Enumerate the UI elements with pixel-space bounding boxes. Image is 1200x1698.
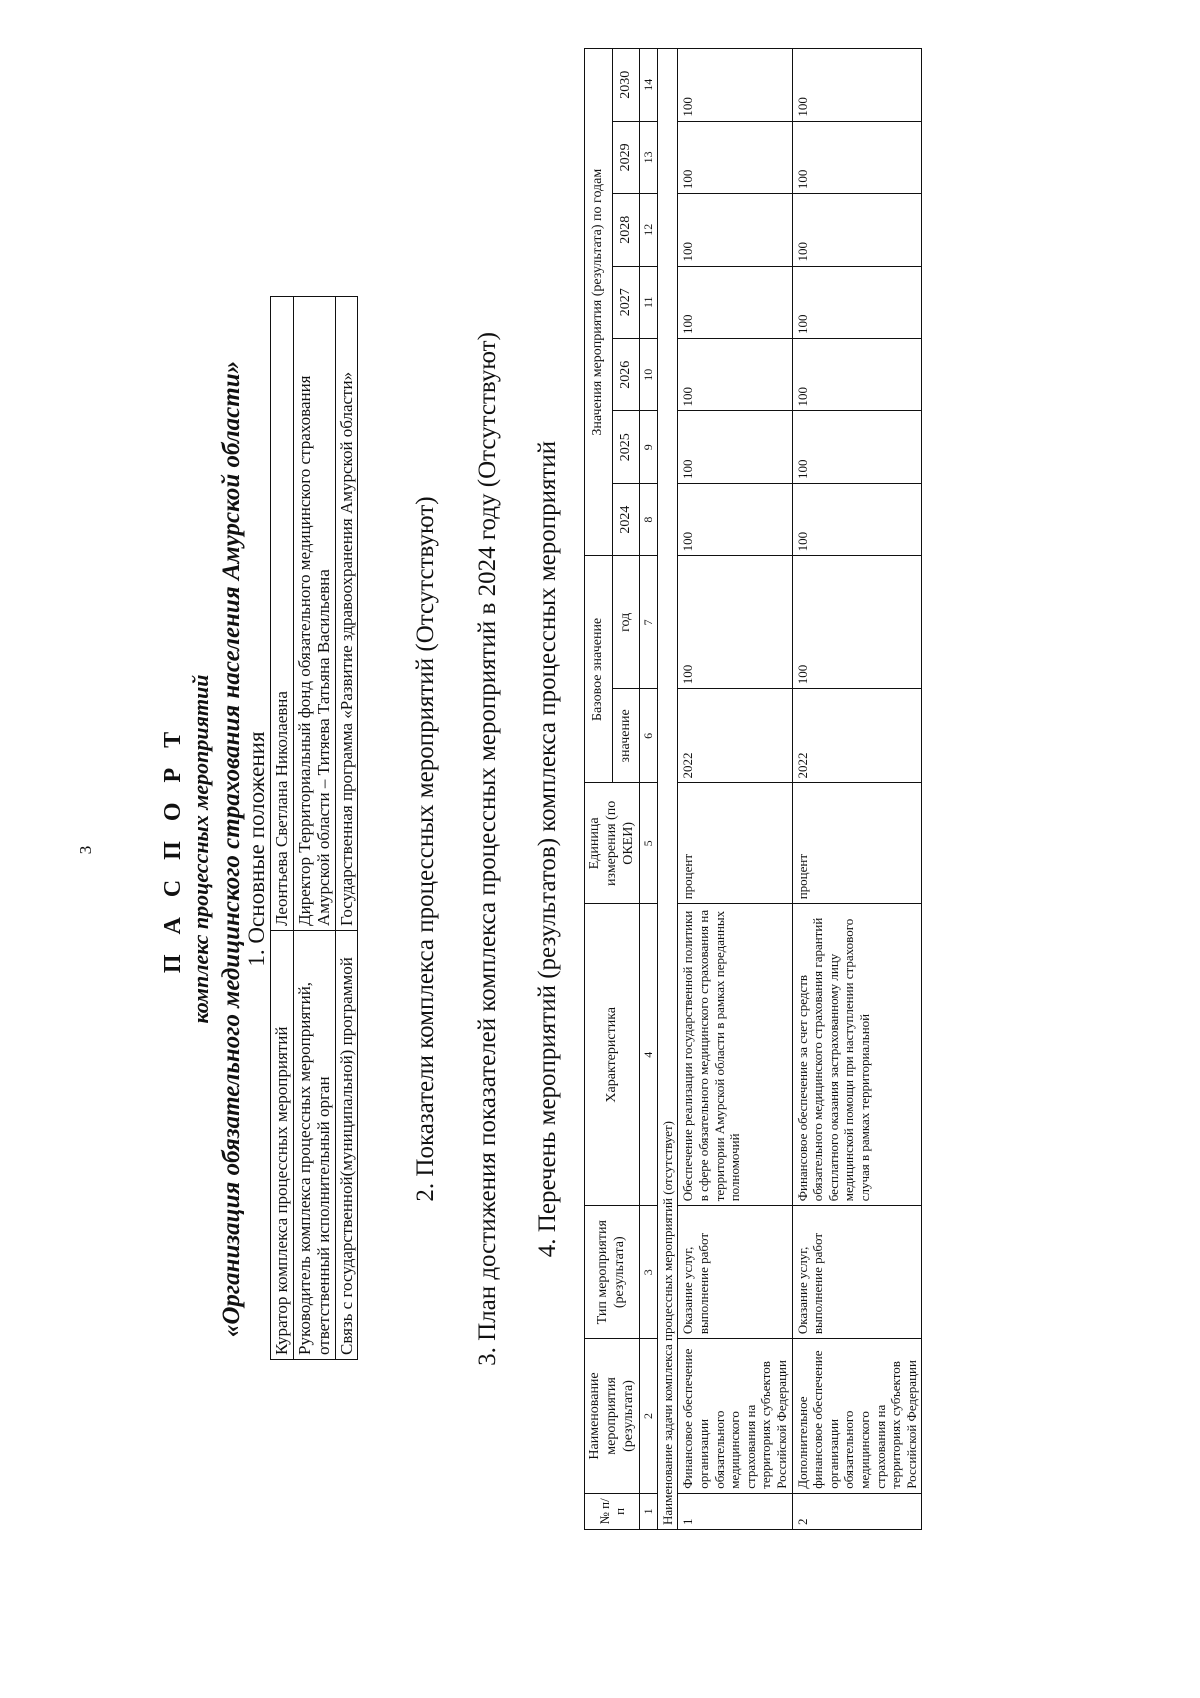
- column-number: 10: [640, 339, 657, 411]
- header-year: 2025: [612, 411, 640, 483]
- row-year-value: 100: [792, 121, 922, 193]
- row-num: 2: [792, 1493, 922, 1529]
- row-year-value: 100: [792, 483, 922, 555]
- column-number: 5: [640, 783, 657, 904]
- row-unit: процент: [678, 783, 792, 904]
- column-number: 13: [640, 121, 657, 193]
- cell-value: Леонтьева Светлана Николаевна: [271, 297, 294, 931]
- row-type: Оказание услуг, выполнение работ: [792, 1206, 922, 1339]
- section3-heading: 3. План достижения показателей комплекса процессных мероприятий в 2024 году (Отсутствуют): [474, 332, 501, 1366]
- cell-value: Директор Территориальный фонд обязательного медицинского страхования Амурской области – Титяева Татьяна Васильевна: [293, 297, 335, 931]
- row-year-value: 100: [792, 411, 922, 483]
- row-name: Дополнительное финансовое обеспечение организации обязательного медицинского страхования на территориях субъектов Российской Федерации: [792, 1339, 922, 1494]
- table-row: [792, 49, 922, 1530]
- row-year-value: 100: [678, 49, 792, 122]
- task-name: Наименование задачи комплекса процессных мероприятий (отсутствует): [657, 49, 678, 1530]
- header-year: 2026: [612, 339, 640, 411]
- column-number-row: [640, 49, 657, 1530]
- row-year-value: 100: [792, 266, 922, 338]
- section1-heading: 1. Основные положения: [244, 731, 269, 967]
- page-number: 3: [76, 845, 95, 855]
- table-row: [271, 297, 294, 1360]
- header-years-group: Значения мероприятия (результата) по годам: [585, 49, 613, 556]
- header-type: Тип мероприятия (результата): [585, 1206, 640, 1339]
- header-name: Наименование мероприятия (результата): [585, 1339, 640, 1494]
- column-number: 12: [640, 194, 657, 266]
- header-num: № п/п: [585, 1493, 640, 1529]
- row-characteristic: Финансовое обеспечение за счет средств обязательного медицинского страхования гарантий бесплатного оказания застрахованному лицу медицинской помощи при наступлении страхового случая в рамках территориальной: [792, 904, 922, 1206]
- column-number: 11: [640, 266, 657, 338]
- section4-heading: 4. Перечень мероприятий (результатов) комплекса процессных мероприятий: [534, 440, 561, 1258]
- measures-table: [584, 48, 922, 1530]
- row-unit: процент: [792, 783, 922, 904]
- column-number: 6: [640, 689, 657, 783]
- row-year-value: 100: [792, 194, 922, 266]
- row-characteristic: Обеспечение реализации государственной политики в сфере обязательного медицинского страхования на территории Амурской области в рамках переданных полномочий: [678, 904, 792, 1206]
- task-row: [657, 49, 678, 1530]
- column-number: 8: [640, 483, 657, 555]
- column-number: 9: [640, 411, 657, 483]
- cell-label: Связь с государственной(муниципальной) программой: [335, 931, 358, 1360]
- row-base-value: 2022: [678, 689, 792, 783]
- row-base-value: 2022: [792, 689, 922, 783]
- column-number: 4: [640, 904, 657, 1206]
- section2-heading: 2. Показатели комплекса процессных мероприятий (Отсутствуют): [412, 496, 439, 1202]
- column-number: 1: [640, 1493, 657, 1529]
- table-row: [335, 297, 358, 1360]
- row-year-value: 100: [678, 266, 792, 338]
- header-year: 2028: [612, 194, 640, 266]
- header-base: Базовое значение: [585, 556, 613, 783]
- header-base-value: значение: [612, 689, 640, 783]
- row-base-year: 100: [792, 556, 922, 689]
- header-year: 2030: [612, 49, 640, 122]
- row-year-value: 100: [678, 483, 792, 555]
- column-number: 7: [640, 556, 657, 689]
- header-year: 2024: [612, 483, 640, 555]
- header-year: 2029: [612, 121, 640, 193]
- row-year-value: 100: [678, 339, 792, 411]
- header-characteristic: Характеристика: [585, 904, 640, 1206]
- program-name: «Организация обязательного медицинского страхования населения Амурской области»: [218, 360, 245, 1338]
- cell-label: Руководитель комплекса процессных мероприятий, ответственный исполнительный орган: [293, 931, 335, 1360]
- row-year-value: 100: [678, 411, 792, 483]
- row-year-value: 100: [792, 339, 922, 411]
- header-base-year: год: [612, 556, 640, 689]
- header-unit: Единица измерения (по ОКЕИ): [585, 783, 640, 904]
- column-number: 14: [640, 49, 657, 122]
- table-row: [293, 297, 335, 1360]
- header-year: 2027: [612, 266, 640, 338]
- row-num: 1: [678, 1493, 792, 1529]
- document-subtitle: комплекс процессных мероприятий: [188, 674, 213, 1024]
- row-type: Оказание услуг, выполнение работ: [678, 1206, 792, 1339]
- column-number: 3: [640, 1206, 657, 1339]
- row-year-value: 100: [678, 121, 792, 193]
- cell-value: Государственная программа «Развитие здравоохранения Амурской области»: [335, 297, 358, 931]
- row-base-year: 100: [678, 556, 792, 689]
- row-name: Финансовое обеспечение организации обязательного медицинского страхования на территориях субъектов Российской Федерации: [678, 1339, 792, 1494]
- row-year-value: 100: [678, 194, 792, 266]
- row-year-value: 100: [792, 49, 922, 122]
- document-title: П А С П О Р Т: [160, 724, 186, 974]
- cell-label: Куратор комплекса процессных мероприятий: [271, 931, 294, 1360]
- main-provisions-table: [270, 296, 358, 1360]
- table-row: [678, 49, 792, 1530]
- header-row: [585, 49, 613, 1530]
- column-number: 2: [640, 1339, 657, 1494]
